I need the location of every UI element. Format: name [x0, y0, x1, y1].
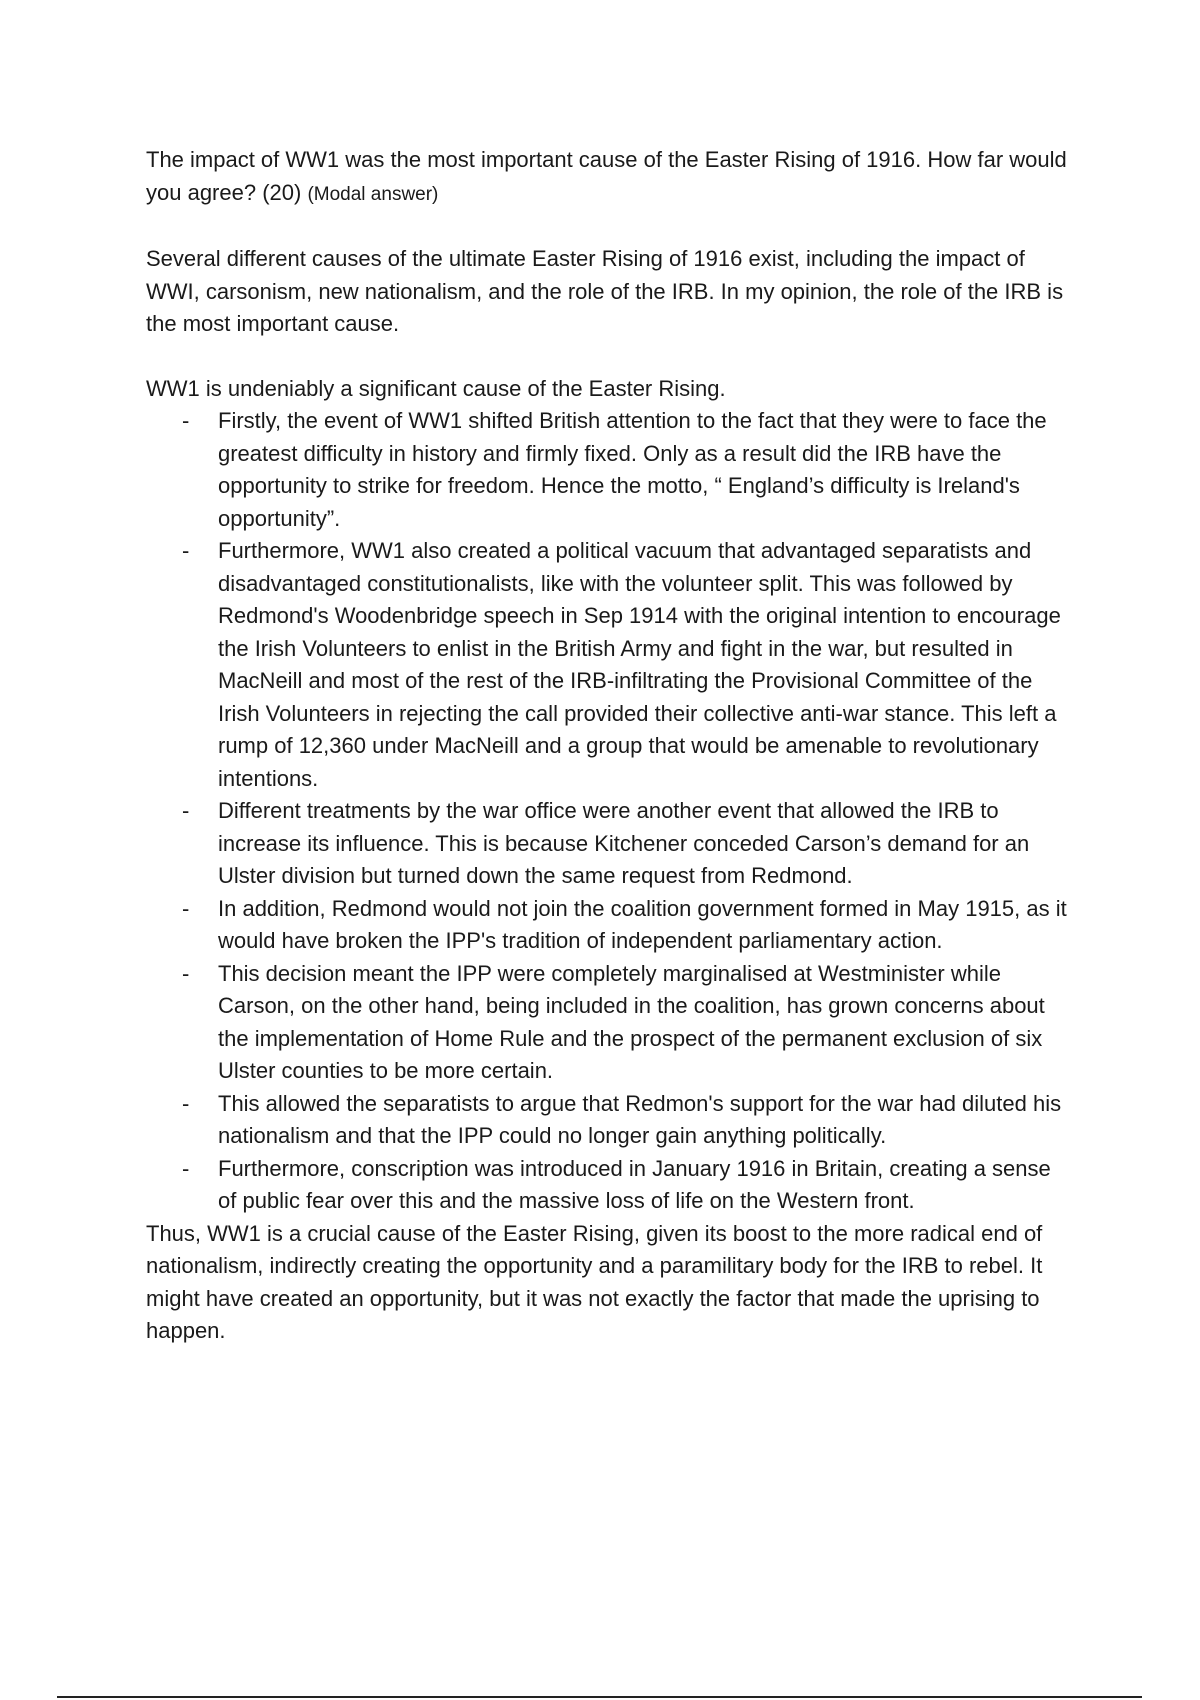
list-item	[146, 1153, 1071, 1218]
list-item-text: Different treatments by the war office were another event that allowed the IRB to increase its influence. This is because Kitchener conceded Carson’s demand for an Ulster division but turned down the same request from Redmond.	[218, 798, 1030, 888]
list-item-text: Furthermore, conscription was introduced in January 1916 in Britain, creating a sense of public fear over this and the massive loss of life on the Western front.	[218, 1155, 1051, 1213]
conclusion-paragraph: Thus, WW1 is a crucial cause of the Easter Rising, given its boost to the more radical end of nationalism, indirectly creating the opportunity and a paramilitary body for the IRB to rebel. It might have created an opportunity, but it was not exactly the factor that made the uprising to happen.	[146, 1220, 1043, 1343]
bullet-dash: -	[182, 538, 190, 563]
bullet-list	[146, 405, 1071, 1218]
section-heading: WW1 is undeniably a significant cause of the Easter Rising.	[146, 375, 726, 401]
list-item-text: Furthermore, WW1 also created a political vacuum that advantaged separatists and disadvantaged constitutionalists, like with the volunteer split. This was followed by Redmond's Woodenbridge speech in Sep 1914 with the original intention to encourage the Irish Volunteers to enlist in the British Army and fight in the war, but resulted in MacNeill and most of the rest of the IRB-infiltrating the Provisional Committee of the Irish Volunteers in rejecting the call provided their collective anti-war stance. This left a rump of 12,360 under MacNeill and a group that would be amenable to revolutionary intentions.	[218, 538, 1061, 791]
bullet-dash: -	[182, 1090, 190, 1116]
list-item-text: This allowed the separatists to argue that Redmon's support for the war had diluted his nationalism and that the IPP could no longer gain anything politically.	[218, 1090, 1062, 1148]
list-item-text: In addition, Redmond would not join the coalition government formed in May 1915, as it would have broken the IPP's tradition of independent parliamentary action.	[218, 895, 1067, 953]
list-item	[146, 795, 1071, 893]
bullet-dash: -	[182, 408, 190, 433]
bullet-dash: -	[182, 960, 190, 986]
list-item	[146, 535, 1071, 795]
list-item	[146, 1088, 1071, 1153]
bullet-dash: -	[182, 798, 190, 823]
bullet-dash: -	[182, 1155, 190, 1181]
list-item-text: Firstly, the event of WW1 shifted British attention to the fact that they were to face the greatest difficulty in history and firmly fixed. Only as a result did the IRB have the opportunity to strike for freedom. Hence the motto, “ England’s difficulty is Ireland's opportunity”.	[218, 408, 1047, 531]
bullet-dash: -	[182, 895, 190, 921]
intro-paragraph: Several different causes of the ultimate Easter Rising of 1916 exist, including the impact of WWI, carsonism, new nationalism, and the role of the IRB. In my opinion, the role of the IRB is the most important cause.	[146, 246, 1064, 336]
spacer	[146, 211, 1071, 243]
list-item	[146, 893, 1071, 958]
question-note: (Modal answer)	[307, 183, 439, 205]
document-page	[146, 144, 1071, 1348]
essay-question	[146, 144, 1071, 211]
list-item-text: This decision meant the IPP were completely marginalised at Westminister while Carson, on the other hand, being included in the coalition, has grown concerns about the implementation of Home Rule and the prospect of the permanent exclusion of six Ulster counties to be more certain.	[218, 960, 1045, 1083]
list-item	[146, 958, 1071, 1088]
list-item	[146, 405, 1071, 535]
question-text: The impact of WW1 was the most important cause of the Easter Rising of 1916. How far would you agree? (20)	[146, 147, 1067, 205]
footer-divider	[57, 1696, 1142, 1698]
spacer	[146, 341, 1071, 373]
